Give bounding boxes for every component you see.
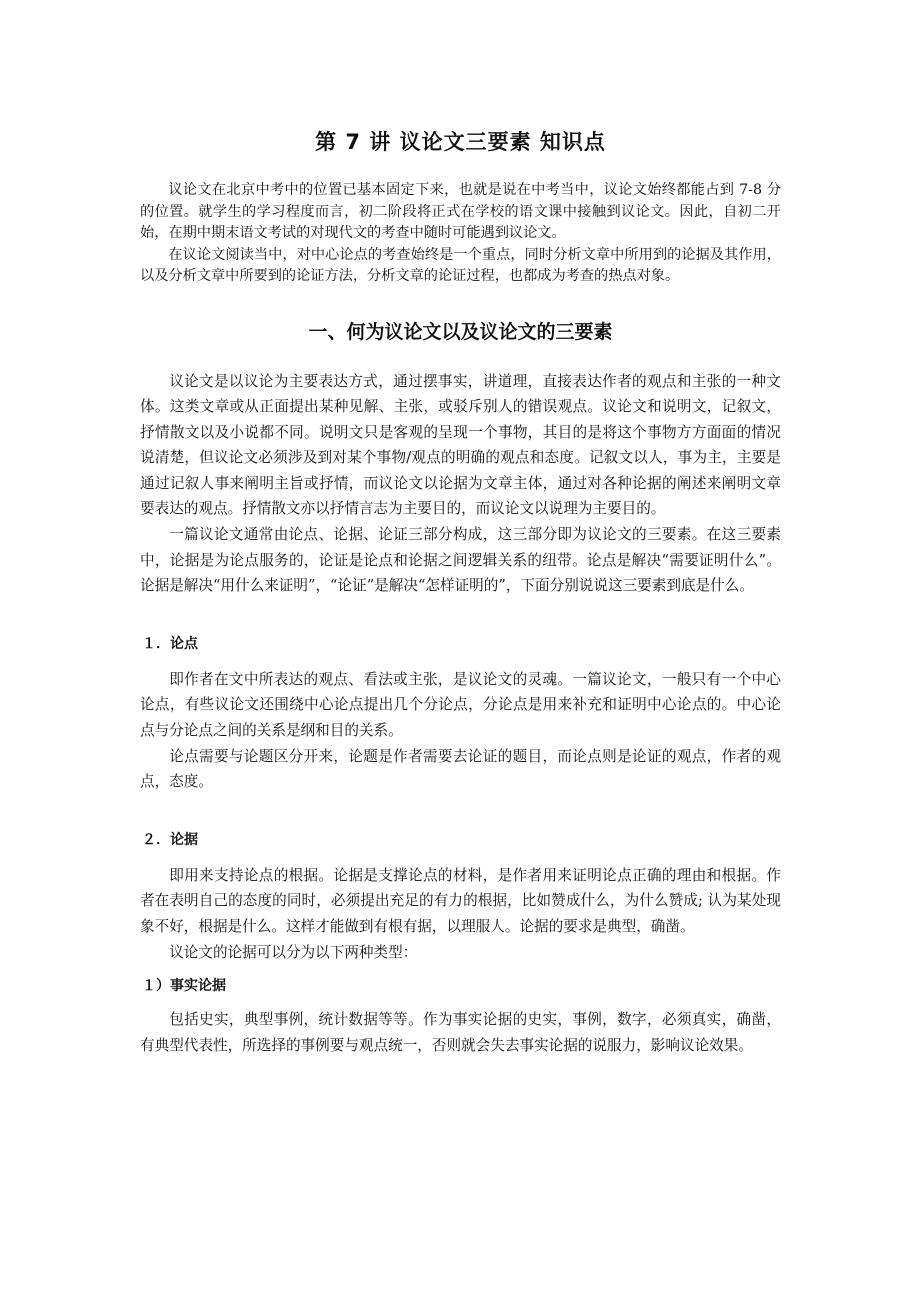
body-paragraph: 即用来支持论点的根据。论据是支撑论点的材料，是作者用来证明论点正确的理由和根据。作者在表明自己的态度的同时，必须提出充足的有力的根据，比如赞成什么，为什么赞成; 认为某处现象不好，根据是什么。这样才能做到有根有据，以理服人。论据的要求是典型，确凿。 bbox=[140, 866, 781, 935]
subsection-body-lundian bbox=[140, 667, 781, 795]
intro-paragraph: 议论文在北京中考中的位置已基本固定下来，也就是说在中考当中，议论文始终都能占到 7-8 分的位置。就学生的学习程度而言，初二阶段将正式在学校的语文课中接触到议论文。因此，自初二开始，在期中期末语文考试的对现代文的考查中随时可能遇到议论文。 bbox=[140, 182, 781, 241]
body-paragraph: 一篇议论文通常由论点、论据、论证三部分构成，这三部分即为议论文的三要素。在这三要素中，论据是为论点服务的，论证是论点和论据之间逻辑关系的纽带。论点是解决“需要证明什么”。论据是解决“用什么来证明”，“论证”是解决“怎样证明的”，下面分别说说这三要素到底是什么。 bbox=[140, 526, 781, 595]
section-heading: 一、何为议论文以及议论文的三要素 bbox=[308, 320, 613, 343]
intro-paragraph: 在议论文阅读当中，对中心论点的考查始终是一个重点，同时分析文章中所用到的论据及其作用，以及分析文章中所要到的论证方法，分析文章的论证过程，也都成为考查的热点对象。 bbox=[140, 246, 781, 284]
intro-section bbox=[140, 180, 781, 288]
section-body bbox=[140, 369, 781, 599]
body-paragraph: 议论文的论据可以分为以下两种类型： bbox=[169, 943, 418, 961]
subsection-heading-lunju: ２．论据 bbox=[142, 831, 198, 848]
subsection-heading-lundian: １．论点 bbox=[142, 635, 198, 652]
document-page bbox=[140, 128, 781, 1058]
body-paragraph: 包括史实，典型事例，统计数据等等。作为事实论据的史实，事例，数字，必须真实，确凿，有典型代表性，所选择的事例要与观点统一，否则就会失去事实论据的说服力，影响议论效果。 bbox=[140, 1011, 781, 1054]
subsubsection-heading-fact-evidence: １）事实论据 bbox=[142, 978, 226, 995]
subsubsection-body-fact-evidence bbox=[140, 1007, 781, 1058]
document-title: 第 7 讲 议论文三要素 知识点 bbox=[315, 130, 606, 154]
body-paragraph: 论点需要与论题区分开来，论题是作者需要去论证的题目，而论点则是论证的观点，作者的观点，态度。 bbox=[140, 747, 781, 791]
subsection-body-lunju bbox=[140, 863, 781, 965]
body-paragraph: 即作者在文中所表达的观点、看法或主张，是议论文的灵魂。一篇议论文，一般只有一个中心论点，有些议论文还围绕中心论点提出几个分论点，分论点是用来补充和证明中心论点的。中心论点与分论点之间的关系是纲和目的关系。 bbox=[140, 670, 781, 740]
body-paragraph: 议论文是以议论为主要表达方式，通过摆事实，讲道理，直接表达作者的观点和主张的一种文体。这类文章或从正面提出某种见解、主张，或驳斥别人的错误观点。议论文和说明文，记叙文，抒情散文以及小说都不同。说明文只是客观的呈现一个事物，其目的是将这个事物方方面面的情况说清楚，但议论文必须涉及到对某个事物/观点的明确的观点和态度。记叙文以人，事为主，主要是通过记叙人事来阐明主旨或抒情，而议论文以论据为文章主体，通过对各种论据的阐述来阐明文章要表达的观点。抒情散文亦以抒情言志为主要目的，而议论文以说理为主要目的。 bbox=[140, 372, 781, 518]
